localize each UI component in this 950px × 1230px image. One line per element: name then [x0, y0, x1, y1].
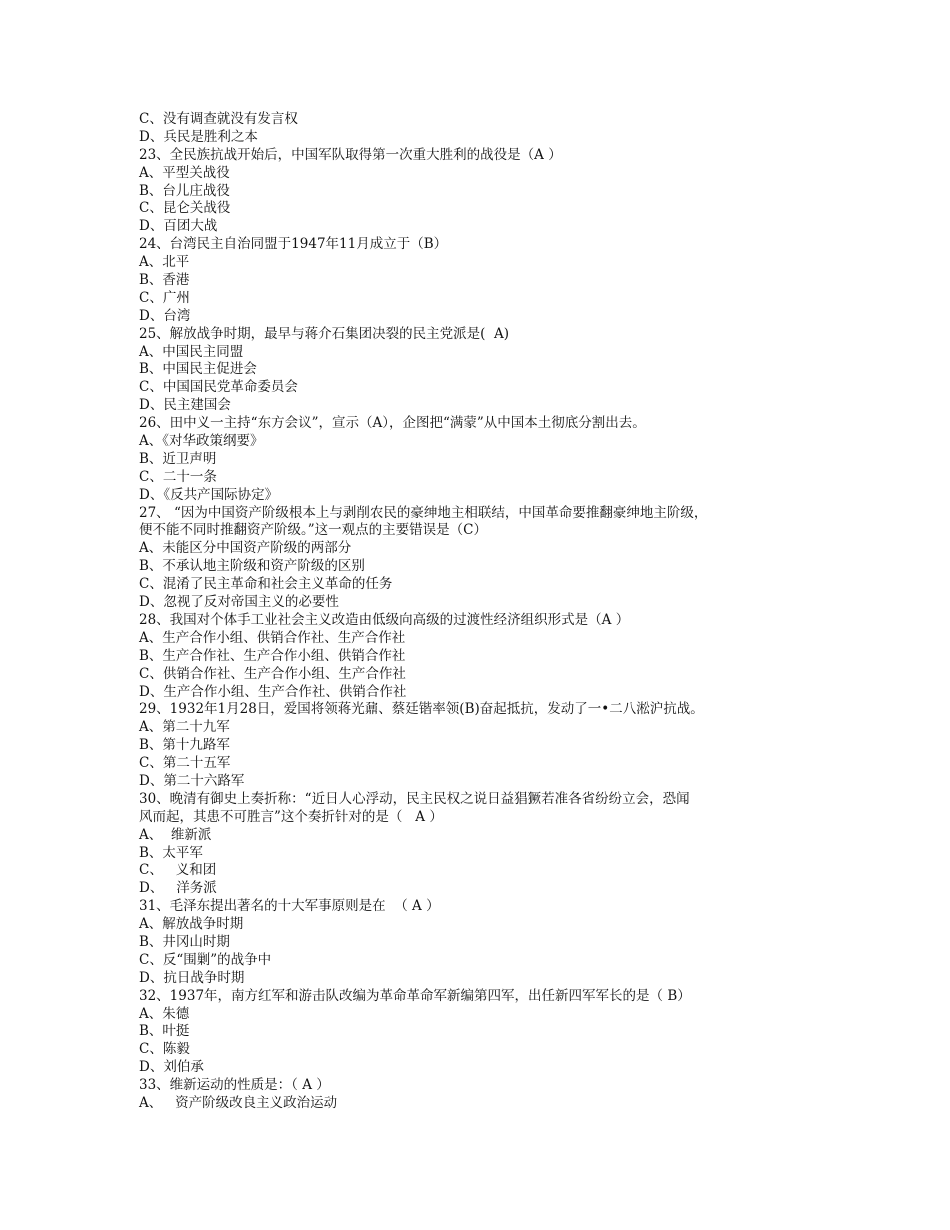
text-line: A、北平 [139, 254, 190, 271]
text-line: B、台儿庄战役 [139, 182, 230, 199]
text-line: C、陈毅 [139, 1041, 190, 1058]
text-line: B、第十九路军 [139, 737, 230, 754]
text-line: 30、晚清有御史上奏折称：“近日人心浮动，民主民权之说日益猖獗若准各省纷纷立会，恐闻 [139, 790, 690, 807]
text-line: B、生产合作社、生产合作小组、供销合作社 [139, 647, 406, 664]
text-line: A、第二十九军 [139, 719, 230, 736]
text-line: D、百团大战 [139, 218, 218, 235]
text-line: 31、毛泽东提出著名的十大军事原则是在 （ A ） [139, 898, 440, 915]
text-line: 风而起，其患不可胜言”这个奏折针对的是（ A ） [139, 808, 443, 825]
text-line: D、第二十六路军 [139, 772, 245, 789]
text-line: 32、1937年，南方红军和游击队改编为革命革命军新编第四军，出任新四军军长的是（ B） [139, 987, 691, 1004]
text-line: A、解放战争时期 [139, 916, 244, 933]
text-line: A、平型关战役 [139, 164, 230, 181]
text-line: B、不承认地主阶级和资产阶级的区别 [139, 558, 365, 575]
text-line: D、兵民是胜利之本 [139, 128, 258, 145]
text-line: 25、解放战争时期，最早与蒋介石集团决裂的民主党派是( A) [139, 325, 510, 342]
text-line: 27、 “因为中国资产阶级根本上与剥削农民的豪绅地主相联结，中国革命要推翻豪绅地主阶级， [139, 504, 708, 521]
text-line: C、没有调查就没有发言权 [139, 111, 298, 127]
text-line: C、中国国民党革命委员会 [139, 379, 298, 396]
text-line: 28、我国对个体手工业社会主义改造由低级向高级的过渡性经济组织形式是（A ） [139, 611, 630, 628]
text-line: D、生产合作小组、生产合作社、供销合作社 [139, 683, 407, 700]
text-line: A、《对华政策纲要》 [139, 433, 264, 450]
text-line: A、未能区分中国资产阶级的两部分 [139, 540, 352, 557]
text-line: C、混淆了民主革命和社会主义革命的任务 [139, 576, 393, 593]
text-line: A、生产合作小组、供销合作社、生产合作社 [139, 629, 406, 646]
text-line: C、第二十五军 [139, 755, 231, 772]
text-line: C、供销合作社、生产合作小组、生产合作社 [139, 665, 406, 682]
text-line: D、民主建国会 [139, 397, 231, 414]
document-page [139, 111, 829, 1113]
text-line: C、昆仑关战役 [139, 200, 231, 217]
text-line: 33、维新运动的性质是：（ A ） [139, 1077, 330, 1094]
text-line: B、香港 [139, 272, 190, 289]
text-line: B、中国民主促进会 [139, 361, 257, 378]
text-line: A、朱德 [139, 1005, 190, 1022]
text-line: 26、田中义一主持“东方会议”，宣示（A），企图把“满蒙”从中国本土彻底分割出去。 [139, 415, 646, 432]
text-line: C、二十一条 [139, 468, 217, 485]
text-line: B、叶挺 [139, 1023, 190, 1040]
text-line: B、近卫声明 [139, 450, 217, 467]
text-line: A、 维新派 [139, 826, 212, 843]
text-line: D、 洋务派 [139, 880, 217, 897]
text-line: D、抗日战争时期 [139, 969, 245, 986]
text-line: 24、台湾民主自治同盟于1947年11月成立于（B） [139, 236, 448, 253]
text-line: C、反“围剿”的战争中 [139, 951, 272, 968]
text-line: 便不能不同时推翻资产阶级。”这一观点的主要错误是（C） [139, 522, 487, 539]
text-line: C、 义和团 [139, 862, 217, 879]
text-line: B、太平军 [139, 844, 203, 861]
text-line: 23、全民族抗战开始后，中国军队取得第一次重大胜利的战役是（A ） [139, 146, 562, 163]
text-line: 29、1932年1月28日，爱国将领蒋光鼐、蔡廷锴率领(B)奋起抵抗，发动了一•二八淞沪抗战。 [139, 701, 704, 718]
text-line: B、井冈山时期 [139, 933, 230, 950]
text-line: A、 资产阶级改良主义政治运动 [139, 1094, 338, 1111]
text-line: A、中国民主同盟 [139, 343, 244, 360]
text-line: C、广州 [139, 289, 190, 306]
text-line: D、《反共产国际协定》 [139, 486, 279, 503]
text-line: D、刘伯承 [139, 1059, 204, 1076]
text-line: D、忽视了反对帝国主义的必要性 [139, 594, 339, 611]
text-line: D、台湾 [139, 307, 191, 324]
